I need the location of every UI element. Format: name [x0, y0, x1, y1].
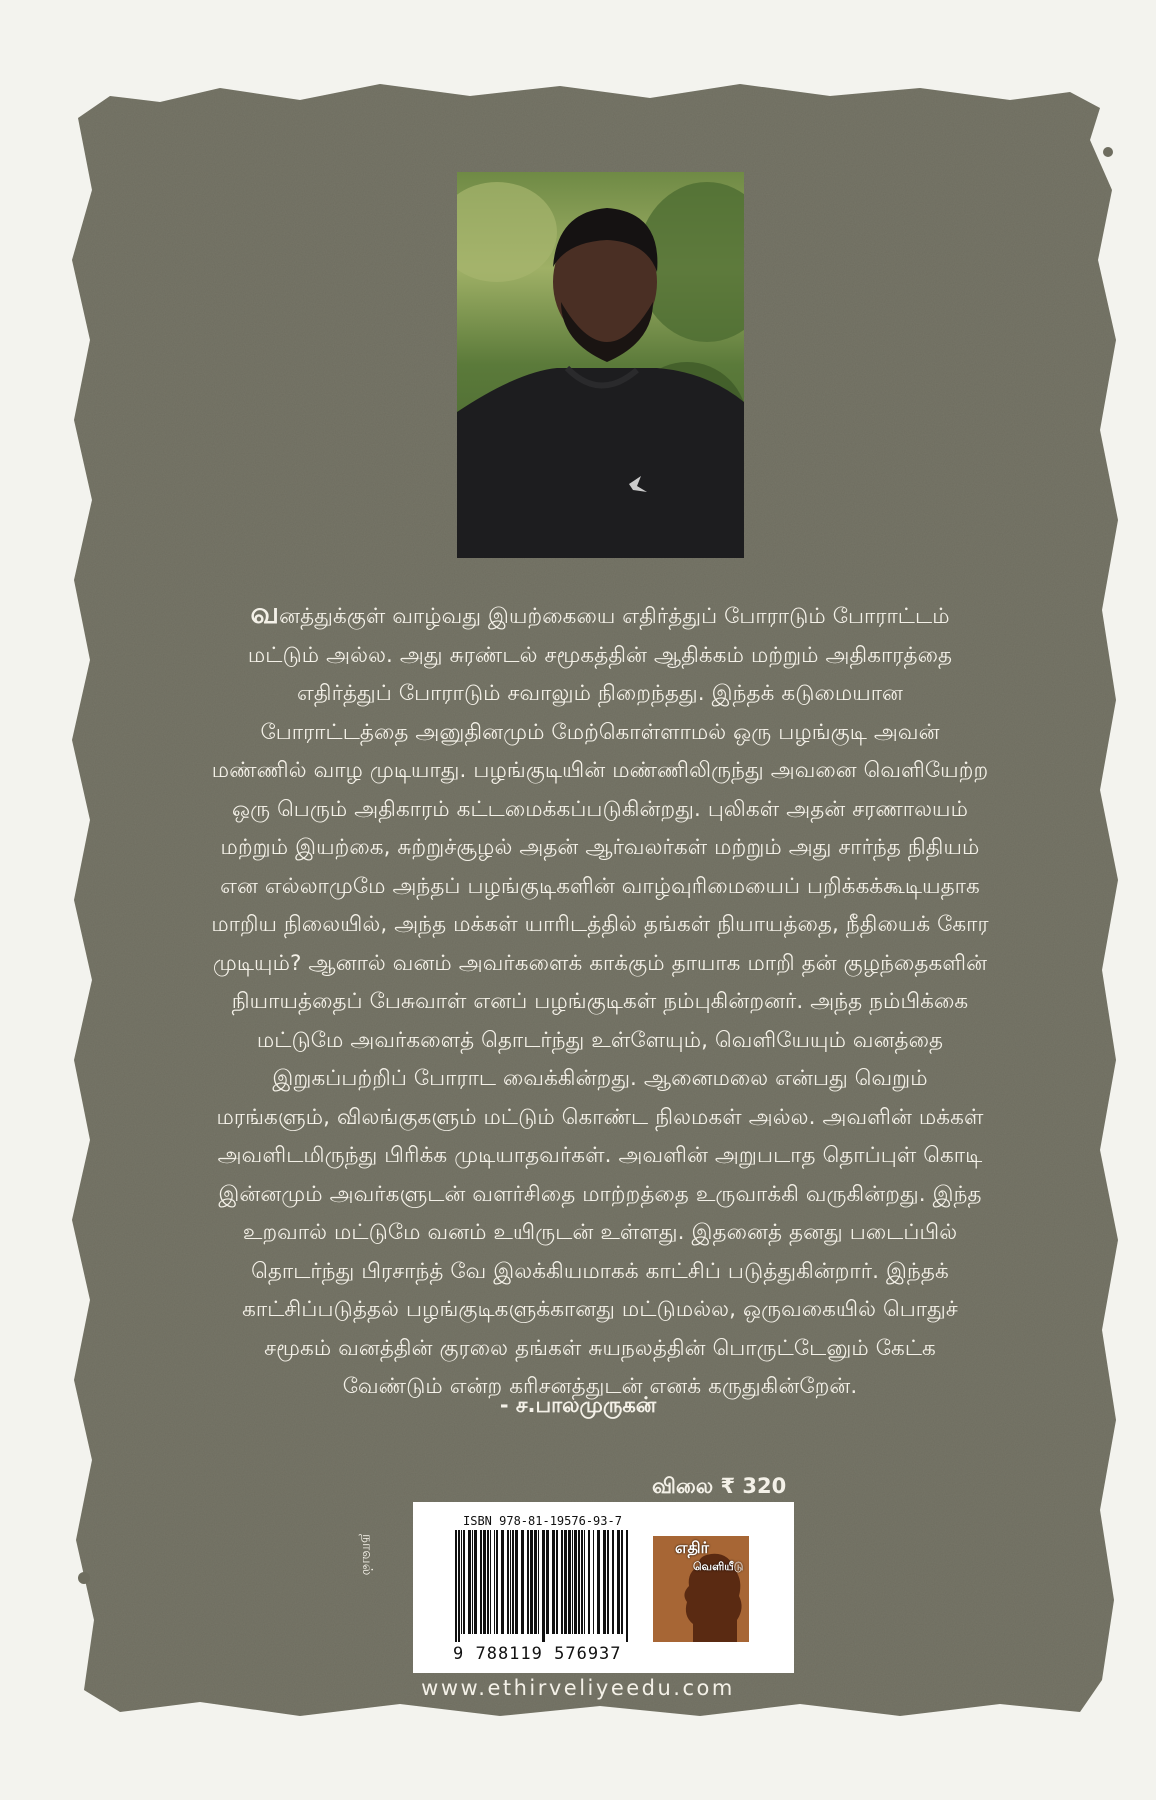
barcode-bar — [521, 1530, 524, 1634]
barcode-bar — [621, 1530, 623, 1634]
blurb-line — [138, 906, 1062, 945]
logo-line1: எதிர் — [675, 1538, 709, 1557]
barcode-bar — [626, 1530, 628, 1642]
barcode-bar — [487, 1530, 489, 1634]
barcode-bar — [556, 1530, 558, 1634]
barcode-bar — [593, 1530, 594, 1634]
blurb-line — [138, 829, 1062, 868]
blurb-line — [138, 1060, 1062, 1099]
barcode-bar — [512, 1530, 514, 1634]
blurb-line-text: மண்ணில் வாழ முடியாது. பழங்குடியின் மண்ணிலிருந்து அவனை வெளியேற்ற — [211, 758, 989, 783]
barcode-bar — [603, 1530, 606, 1634]
barcode-bar — [483, 1530, 486, 1634]
barcode — [453, 1530, 633, 1642]
blurb-line — [138, 675, 1062, 714]
barcode-bar — [510, 1530, 511, 1634]
blurb-line-text: போராட்டத்தை அனுதினமும் மேற்கொள்ளாமல் ஒரு பழங்குடி அவன் — [260, 719, 940, 745]
blurb-line — [138, 1099, 1062, 1138]
blurb-line-text: நியாயத்தைப் பேசுவாள் எனப் பழங்குடிகள் நம்புகின்றனர். அந்த நம்பிக்கை — [231, 989, 969, 1014]
barcode-bar — [494, 1530, 495, 1634]
barcode-bar — [612, 1530, 614, 1634]
barcode-bar — [455, 1530, 457, 1642]
barcode-digits: 9 788119 576937 — [453, 1644, 622, 1664]
author-signature: - ச.பாலமுருகன் — [499, 1393, 657, 1417]
barcode-bar — [561, 1530, 563, 1634]
blurb-line-text: எதிர்த்துப் போராடும் சவாலும் நிறைந்தது. இந்தக் கடுமையான — [297, 681, 903, 706]
barcode-bar — [568, 1530, 571, 1634]
barcode-bar — [507, 1530, 509, 1634]
blurb-line-text: முடியும்? ஆனால் வனம் அவர்களைக் காக்கும் தாயாக மாறி தன் குழந்தைகளின் — [212, 950, 988, 976]
barcode-bar — [572, 1530, 573, 1634]
blurb-line — [138, 1330, 1062, 1369]
blurb-line — [138, 1022, 1062, 1061]
barcode-bar — [584, 1530, 585, 1634]
barcode-bar — [607, 1530, 609, 1634]
barcode-bar — [458, 1530, 460, 1642]
barcode-bar — [534, 1530, 537, 1634]
barcode-bar — [463, 1530, 465, 1634]
barcode-bar — [538, 1530, 539, 1634]
barcode-bar — [574, 1530, 577, 1634]
barcode-bar — [564, 1530, 567, 1634]
barcode-bar — [480, 1530, 482, 1634]
barcode-bar — [490, 1530, 491, 1634]
barcode-bar — [617, 1530, 620, 1634]
blurb-line-text: என எல்லாமுமே அந்தப் பழங்குடிகளின் வாழ்வுரிமையைப் பறிக்கக்கூடியதாக — [220, 873, 980, 899]
blurb-line-text: வேண்டும் என்ற கரிசனத்துடன் எனக் கருதுகின்றேன். — [342, 1374, 858, 1399]
blurb-line-text: மற்றும் இயற்கை, சுற்றுச்சூழல் அதன் ஆர்வலர்கள் மற்றும் அது சார்ந்த நிதியம் — [220, 835, 980, 860]
drop-cap: வ — [250, 596, 280, 631]
barcode-bar — [581, 1530, 583, 1634]
blurb-line — [138, 637, 1062, 676]
blurb-line — [138, 983, 1062, 1022]
blurb-line-text: தொடர்ந்து பிரசாந்த் வே இலக்கியமாகக் காட்சிப் படுத்துகின்றார். இந்தக் — [251, 1258, 949, 1284]
barcode-bar — [461, 1530, 462, 1634]
blurb-line-text: ஒரு பெரும் அதிகாரம் கட்டமைக்கப்படுகின்றது. புலிகள் அதன் சரணாலயம் — [232, 796, 968, 822]
blurb-line — [138, 595, 1062, 637]
blurb-line — [138, 868, 1062, 907]
blurb-line — [138, 714, 1062, 753]
blurb-line — [138, 945, 1062, 984]
blurb-line-text: இன்னமும் அவர்களுடன் வளர்சிதை மாற்றத்தை உருவாக்கி வருகின்றது. இந்த — [218, 1181, 982, 1207]
barcode-bar — [468, 1530, 471, 1634]
blurb-line — [138, 1176, 1062, 1215]
barcode-bar — [542, 1530, 545, 1642]
barcode-bar — [515, 1530, 518, 1634]
genre-label: நாவல் — [359, 1534, 375, 1576]
blurb-line — [138, 791, 1062, 830]
blurb-line-text: சமூகம் வனத்தின் குரலை தங்கள் சுயநலத்தின் பொருட்டேனும் கேட்க — [264, 1335, 936, 1361]
barcode-bar — [527, 1530, 529, 1634]
blurb-line — [138, 1291, 1062, 1330]
blurb-line-text: அவளிடமிருந்து பிரிக்க முடியாதவர்கள். அவளின் அறுபடாத தொப்புள் கொடி — [217, 1143, 983, 1168]
website-url: www.ethirveliyeedu.com — [421, 1676, 735, 1700]
barcode-bar — [496, 1530, 498, 1634]
blurb-line-text: னத்துக்குள் வாழ்வது இயற்கையை எதிர்த்துப் போராடும் போராட்டம் — [279, 604, 950, 629]
barcode-panel — [413, 1502, 794, 1673]
barcode-bar — [588, 1530, 590, 1634]
barcode-bar — [578, 1530, 580, 1634]
blurb-line — [138, 752, 1062, 791]
barcode-bar — [530, 1530, 533, 1634]
isbn-text: ISBN 978-81-19576-93-7 — [463, 1514, 622, 1528]
blurb-line-text: காட்சிப்படுத்தல் பழங்குடிகளுக்கானது மட்டுமல்ல, ஒருவகையில் பொதுச் — [242, 1297, 958, 1322]
author-photo — [457, 172, 744, 558]
barcode-bar — [501, 1530, 504, 1634]
barcode-bar — [552, 1530, 555, 1634]
barcode-bar — [472, 1530, 473, 1634]
barcode-bar — [597, 1530, 600, 1634]
blurb — [138, 595, 1062, 1407]
blurb-line-text: மரங்களும், விலங்குகளும் மட்டும் கொண்ட நிலமகள் அல்ல. அவளின் மக்கள் — [216, 1104, 984, 1130]
blurb-line — [138, 1253, 1062, 1292]
barcode-bar — [474, 1530, 477, 1634]
price-label: விலை ₹ 320 — [652, 1474, 787, 1498]
blurb-line-text: மட்டும் அல்ல. அது சுரண்டல் சமூகத்தின் ஆதிக்கம் மற்றும் அதிகாரத்தை — [247, 642, 953, 668]
barcode-bar — [546, 1530, 549, 1634]
blurb-line — [138, 1137, 1062, 1176]
logo-line2: வெளியீடு — [693, 1560, 744, 1573]
blurb-line-text: உறவால் மட்டுமே வனம் உயிருடன் உள்ளது. இதனைத் தனது படைப்பில் — [242, 1220, 958, 1245]
blurb-line-text: மாறிய நிலையில், அந்த மக்கள் யாரிடத்தில் தங்கள் நியாயத்தை, நீதியைக் கோர — [211, 912, 989, 937]
blurb-line — [138, 1214, 1062, 1253]
blurb-line-text: இறுகப்பற்றிப் போராட வைக்கின்றது. ஆனைமலை என்பது வெறும் — [272, 1066, 928, 1091]
blurb-line-text: மட்டுமே அவர்களைத் தொடர்ந்து உள்ளேயும், வெளியேயும் வனத்தை — [256, 1027, 944, 1053]
